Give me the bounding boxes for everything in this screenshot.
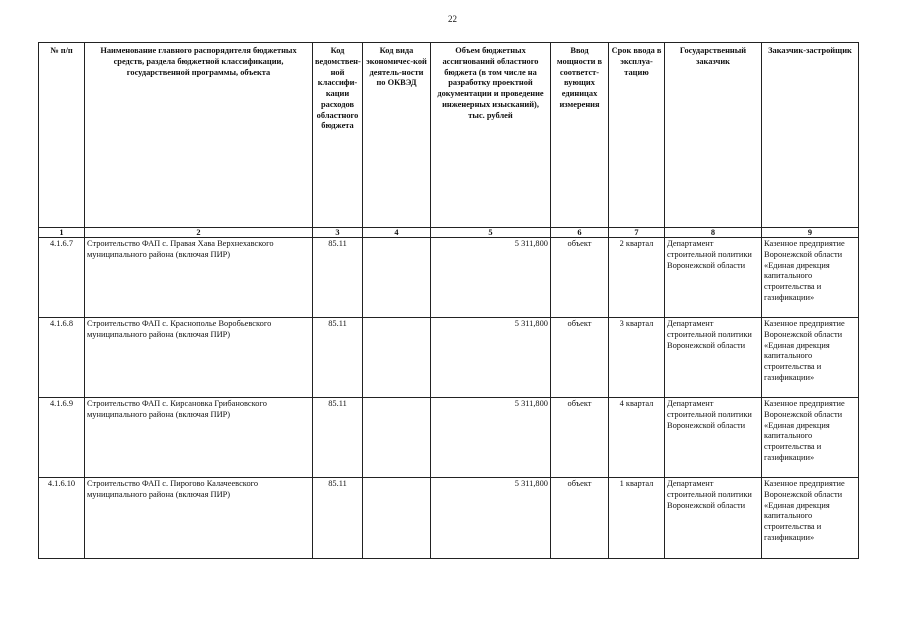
column-number: 4 — [363, 228, 431, 238]
header-budget-volume: Объем бюджетных ассигнований областного бюджета (в том числе на разработку проектной документации и проведение инженерных изысканий), тыс. рублей — [431, 43, 551, 228]
commission-term: 2 квартал — [609, 238, 665, 318]
column-number: 7 — [609, 228, 665, 238]
budget-volume: 5 311,800 — [431, 398, 551, 478]
column-number: 9 — [762, 228, 859, 238]
column-number: 3 — [313, 228, 363, 238]
state-customer: Департамент строительной политики Воронежской области — [665, 398, 762, 478]
header-row — [39, 43, 859, 228]
object-name: Строительство ФАП с. Правая Хава Верхнехавского муниципального района (включая ПИР) — [85, 238, 313, 318]
column-number: 1 — [39, 228, 85, 238]
capacity-unit: объект — [551, 398, 609, 478]
department-code: 85.11 — [313, 318, 363, 398]
budget-volume: 5 311,800 — [431, 478, 551, 559]
budget-allocations-table — [38, 42, 859, 559]
table-row — [39, 318, 859, 398]
header-commission-term: Срок ввода в эксплуа-тацию — [609, 43, 665, 228]
header-developer: Заказчик-застройщик — [762, 43, 859, 228]
commission-term: 3 квартал — [609, 318, 665, 398]
header-okved-code: Код вида экономичес-кой деятель-ности по ОКВЭД — [363, 43, 431, 228]
developer: Казенное предприятие Воронежской области «Единая дирекция капитального строительства и газификации» — [762, 478, 859, 559]
row-number: 4.1.6.8 — [39, 318, 85, 398]
header-state-customer: Государственный заказчик — [665, 43, 762, 228]
table-row — [39, 398, 859, 478]
object-name: Строительство ФАП с. Краснополье Воробьевского муниципального района (включая ПИР) — [85, 318, 313, 398]
department-code: 85.11 — [313, 238, 363, 318]
okved-code — [363, 478, 431, 559]
object-name: Строительство ФАП с. Пирогово Калачеевского муниципального района (включая ПИР) — [85, 478, 313, 559]
page-number: 22 — [448, 14, 457, 24]
department-code: 85.11 — [313, 398, 363, 478]
column-number-row — [39, 228, 859, 238]
column-number: 6 — [551, 228, 609, 238]
table-row — [39, 238, 859, 318]
developer: Казенное предприятие Воронежской области «Единая дирекция капитального строительства и газификации» — [762, 318, 859, 398]
state-customer: Департамент строительной политики Воронежской области — [665, 238, 762, 318]
row-number: 4.1.6.7 — [39, 238, 85, 318]
header-object-name: Наименование главного распорядителя бюджетных средств, раздела бюджетной классификации, государственной программы, объекта — [85, 43, 313, 228]
object-name: Строительство ФАП с. Кирсановка Грибановского муниципального района (включая ПИР) — [85, 398, 313, 478]
developer: Казенное предприятие Воронежской области «Единая дирекция капитального строительства и газификации» — [762, 398, 859, 478]
commission-term: 1 квартал — [609, 478, 665, 559]
column-number: 5 — [431, 228, 551, 238]
okved-code — [363, 398, 431, 478]
department-code: 85.11 — [313, 478, 363, 559]
capacity-unit: объект — [551, 478, 609, 559]
row-number: 4.1.6.10 — [39, 478, 85, 559]
table-row — [39, 478, 859, 559]
header-row-number: № п/п — [39, 43, 85, 228]
header-capacity-unit: Ввод мощности в соответст-вующих единицах измерения — [551, 43, 609, 228]
capacity-unit: объект — [551, 318, 609, 398]
commission-term: 4 квартал — [609, 398, 665, 478]
column-number: 8 — [665, 228, 762, 238]
column-number: 2 — [85, 228, 313, 238]
row-number: 4.1.6.9 — [39, 398, 85, 478]
header-department-code: Код ведомствен-ной классифи-кации расходов областного бюджета — [313, 43, 363, 228]
budget-volume: 5 311,800 — [431, 238, 551, 318]
developer: Казенное предприятие Воронежской области «Единая дирекция капитального строительства и газификации» — [762, 238, 859, 318]
budget-volume: 5 311,800 — [431, 318, 551, 398]
okved-code — [363, 318, 431, 398]
state-customer: Департамент строительной политики Воронежской области — [665, 478, 762, 559]
state-customer: Департамент строительной политики Воронежской области — [665, 318, 762, 398]
capacity-unit: объект — [551, 238, 609, 318]
okved-code — [363, 238, 431, 318]
